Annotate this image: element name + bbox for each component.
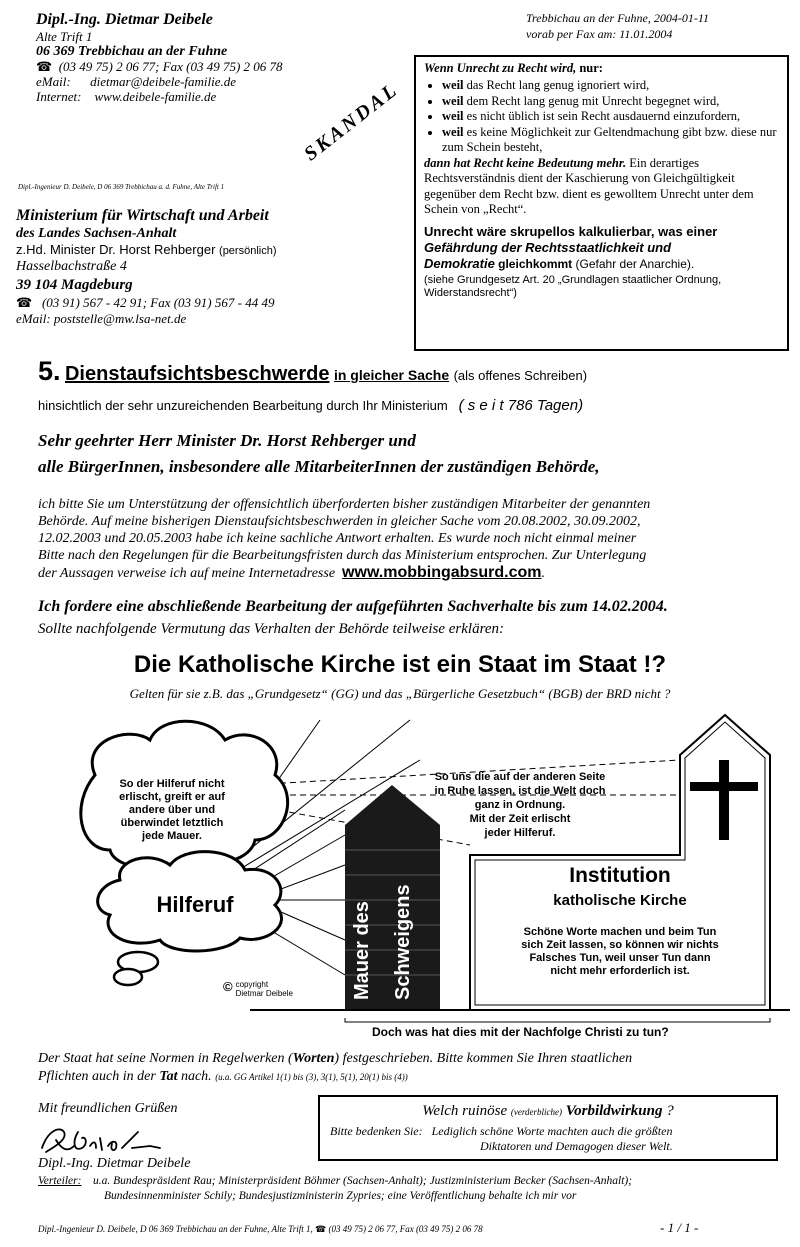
recipient-ministry: Ministerium für Wirtschaft und Arbeit	[16, 207, 269, 224]
sender-email: dietmar@deibele-familie.de	[90, 74, 237, 89]
body-line: Bitte nach den Regelungen für die Bearbeitungsfristen durch das Ministerium entsprochen. Zur Unterlegung	[38, 548, 647, 563]
box-bullet	[442, 109, 779, 125]
distribution-text-1: u.a. Bundespräsident Rau; Ministerpräsident Böhmer (Sachsen-Anhalt); Justizministerium Becker (Sachsen-Anhalt);	[92, 1175, 633, 1187]
church-quote-line: in Ruhe lassen, ist die Welt doch	[434, 785, 606, 797]
greeting: Mit freundlichen Grüßen	[38, 1101, 178, 1116]
recipient-attn-line	[16, 242, 277, 259]
institution-text-line: Falsches Tun, weil unser Tun dann	[529, 952, 711, 964]
box-conclusion-bold: dann hat Recht keine Bedeutung mehr.	[424, 155, 627, 170]
box-conclusion-rest: Ein derartiges Rechtsverständnis dient der Kaschierung von Gleichgültigkeit gegenüber dem Recht bzw. dient es gewolltem Unrecht unter dem Schein von „Recht“.	[424, 155, 754, 216]
box-warning-3c: (Gefahr der Anarchie).	[572, 256, 695, 271]
norms-text: Der Staat hat seine Normen in Regelwerken (	[38, 1051, 293, 1066]
box-intro-rest: nur:	[576, 61, 603, 75]
recipient-attn-note: (persönlich)	[219, 245, 277, 257]
norms-text: ) festgeschrieben. Bitte kommen Sie Ihren staatlichen	[334, 1051, 633, 1066]
recipient-email: eMail: poststelle@mw.lsa-net.de	[16, 311, 187, 326]
sender-internet-label: Internet:	[36, 89, 82, 104]
salutation-line1: Sehr geehrter Herr Minister Dr. Horst Rehberger und	[38, 431, 416, 450]
bullet-bold: weil	[442, 93, 464, 108]
bullet-text: es nicht üblich ist sein Recht ausdauernd einzufordern,	[463, 109, 741, 123]
institution-text	[478, 926, 762, 978]
slogan-title-a: Welch ruinöse	[422, 1103, 511, 1119]
norms-paragraph	[38, 1050, 632, 1086]
hilferuf-label: Hilferuf	[156, 892, 234, 917]
box-warning-2: Gefährdung der Rechtsstaatlichkeit und	[424, 239, 672, 255]
box-bullet	[442, 94, 779, 110]
sender-phone-fax: (03 49 75) 2 06 77; Fax (03 49 75) 2 06 78	[58, 59, 283, 74]
sender-phone-line	[36, 59, 283, 74]
small-sender-line: Dipl.-Ingenieur D. Deibele, D 06 369 Trebbichau a. d. Fuhne, Alte Trift 1	[18, 183, 225, 191]
footer-address: Dipl.-Ingenieur D. Deibele, D 06 369 Trebbichau an der Fuhne, Alte Trift 1,	[38, 1224, 313, 1234]
box-reference: (siehe Grundgesetz Art. 20 „Grundlagen staatlicher Ordnung, Widerstandsrecht“)	[424, 273, 722, 299]
title-line	[38, 356, 587, 387]
institution-text-line: nicht mehr erforderlich ist.	[550, 965, 690, 977]
recipient-phone-line	[16, 295, 277, 311]
norms-line-2	[38, 1068, 632, 1086]
distribution-line-1	[38, 1174, 632, 1189]
box-intro-bold: Wenn Unrecht zu Recht wird,	[424, 61, 577, 75]
bullet-text: das Recht lang genug ignoriert wird,	[463, 78, 650, 92]
recipient-street: Hasselbachstraße 4	[16, 259, 127, 274]
sender-internet-line	[36, 89, 283, 104]
box-warning	[424, 224, 779, 272]
cloud-text-line: erlischt, greift er auf	[119, 791, 225, 803]
wall-label-1: Mauer des	[351, 901, 373, 1000]
salutation	[38, 430, 600, 478]
bullet-bold: weil	[442, 78, 464, 92]
slogan-title-c: Vorbildwirkung	[562, 1103, 663, 1119]
slogan-title-b: (verderbliche)	[510, 1107, 563, 1117]
church-quote-line: So uns die auf der anderen Seite	[434, 771, 606, 783]
copyright-icon: ©	[223, 979, 233, 994]
distribution-text-2: Bundesinnenminister Schily; Bundesjustizministerin Zypries; eine Veröffentlichung behalte ich mir vor	[104, 1190, 577, 1202]
church-quote-line: Mit der Zeit erlischt	[469, 813, 571, 825]
church-quote-line: ganz in Ordnung.	[474, 799, 566, 811]
slogan-box	[318, 1095, 778, 1161]
box-bullet	[442, 125, 779, 156]
wall-label-2: Schweigens	[392, 884, 414, 1000]
slogan-text	[330, 1124, 776, 1154]
box-conclusion	[424, 156, 779, 218]
cloud-text-line: jede Mauer.	[142, 830, 202, 842]
norms-text: nach.	[177, 1069, 212, 1084]
title-subline: hinsichtlich der sehr unzureichenden Bearbeitung durch Ihr Ministerium	[38, 398, 448, 413]
box-warning-1: Unrecht wäre skrupellos kalkulierbar, was einer	[424, 223, 718, 239]
copyright-label: copyright	[235, 980, 269, 989]
norms-tat: Tat	[159, 1069, 178, 1084]
recipient-block	[16, 206, 277, 327]
bullet-text: es keine Möglichkeit zur Geltendmachung gibt bzw. diese nur zum Schein besteht,	[442, 124, 777, 154]
caption-bracket	[345, 1018, 770, 1022]
sender-block	[36, 10, 283, 104]
church-quote-line: jeder Hilferuf.	[484, 827, 556, 839]
slogan-label: Bitte bedenken Sie:	[330, 1124, 423, 1138]
distribution	[38, 1174, 632, 1204]
recipient-state: des Landes Sachsen-Anhalt	[16, 226, 177, 241]
recipient-city: 39 104 Magdeburg	[16, 277, 133, 293]
box-warning-3	[424, 256, 779, 272]
slogan-title	[320, 1103, 776, 1120]
copyright-note	[223, 979, 293, 998]
title-subline-row	[38, 397, 583, 414]
cloud-text-line: überwindet letztlich	[120, 817, 224, 829]
box-warning-3a: Demokratie	[424, 255, 495, 271]
cloud-text-line: So der Hilferuf nicht	[119, 778, 225, 790]
skandal-stamp: SKANDAL	[300, 78, 403, 166]
norms-reference: (u.a. GG Artikel 1(1) bis (3), 3(1), 5(1), 20(1) bis (4))	[215, 1072, 408, 1082]
box-bullet-list	[424, 78, 779, 156]
institution-text-line: Schöne Worte machen und beim Tun	[523, 926, 717, 938]
small-cloud	[114, 969, 142, 985]
body-line: 12.02.2003 und 20.05.2003 habe ich keine sachliche Antwort erhalten. Es wurde noch nicht einmal meiner	[38, 531, 637, 546]
copyright-name: Dietmar Deibele	[235, 989, 293, 998]
church-quote	[420, 770, 620, 840]
title-number: 5.	[38, 356, 61, 386]
recipient-phone-fax: (03 91) 567 - 42 91; Fax (03 91) 567 - 44 49	[41, 295, 275, 310]
body-line: ich bitte Sie um Unterstützung der offensichtlich überforderten bisher zuständigen Mitarbeiter der genannten	[38, 497, 651, 512]
norms-text: Pflichten auch in der	[38, 1069, 160, 1084]
footer-phone-fax: (03 49 75) 2 06 77, Fax (03 49 75) 2 06 78	[328, 1224, 483, 1234]
title-suffix: in gleicher Sache	[333, 367, 450, 383]
date-block	[526, 10, 709, 42]
sender-city: 06 369 Trebbichau an der Fuhne	[36, 44, 228, 59]
unrecht-box	[414, 55, 789, 351]
assumption-line: Sollte nachfolgende Vermutung das Verhalten der Behörde teilweise erklären:	[38, 621, 505, 637]
salutation-line2: alle BürgerInnen, insbesondere alle MitarbeiterInnen der zuständigen Behörde,	[38, 457, 600, 476]
phone-icon: ☎	[36, 59, 53, 74]
slogan-text-2: Diktatoren und Demagogen dieser Welt.	[480, 1139, 673, 1153]
title-days: ( s e i t 786 Tagen)	[458, 397, 584, 414]
phone-icon: ☎	[16, 295, 33, 310]
phone-icon: ☎	[314, 1224, 327, 1234]
norms-line-1	[38, 1050, 632, 1068]
institution-label: Institution	[569, 864, 671, 887]
title-note: (als offenes Schreiben)	[453, 368, 588, 383]
bullet-bold: weil	[442, 124, 464, 139]
body-url-suffix: .	[541, 566, 545, 581]
box-intro	[424, 61, 779, 76]
footer	[38, 1224, 483, 1235]
sender-street: Alte Trift 1	[36, 29, 93, 44]
illustration-caption: Doch was hat dies mit der Nachfolge Christi zu tun?	[372, 1025, 669, 1039]
box-bullet	[442, 78, 779, 94]
sender-name: Dipl.-Ing. Dietmar Deibele	[36, 11, 213, 28]
page-number: - 1 / 1 -	[660, 1220, 699, 1235]
place-date: Trebbichau an der Fuhne, 2004-01-11	[526, 11, 709, 25]
sender-email-label: eMail:	[36, 74, 71, 89]
body-line: Behörde. Auf meine bisherigen Dienstaufsichtsbeschwerden in gleicher Sache vom 20.08.2002, 30.09.2002,	[38, 514, 641, 529]
bullet-text: dem Recht lang genug mit Unrecht begegnet wird,	[463, 93, 720, 108]
signature-image	[38, 1122, 168, 1158]
website-link[interactable]: www.mobbingabsurd.com	[342, 564, 542, 581]
question-line: Gelten für sie z.B. das „Grundgesetz“ (GG) und das „Bürgerliche Gesetzbuch“ (BGB) der BRD nicht ?	[129, 686, 671, 701]
title-main: Dienstaufsichtsbeschwerde	[64, 363, 330, 385]
norms-worten: Worten	[292, 1051, 335, 1066]
slogan-title-d: ?	[662, 1103, 674, 1119]
distribution-label: Verteiler:	[38, 1175, 82, 1187]
sender-email-line	[36, 74, 283, 89]
sender-internet: www.deibele-familie.de	[94, 89, 217, 104]
slogan-text-1: Lediglich schöne Worte machten auch die größten	[431, 1124, 673, 1138]
institution-text-line: sich Zeit lassen, so können wir nichts	[521, 939, 719, 951]
box-warning-3b: gleichkommt	[494, 256, 573, 271]
recipient-attn: z.Hd. Minister Dr. Horst Rehberger	[16, 242, 216, 257]
cloud-text-line: andere über und	[128, 804, 216, 816]
demand-line: Ich fordere eine abschließende Bearbeitung der aufgeführten Sachverhalte bis zum 14.02.2004.	[38, 598, 668, 615]
institution-sub: katholische Kirche	[553, 892, 687, 909]
fax-note: vorab per Fax am: 11.01.2004	[526, 27, 673, 41]
signer-name: Dipl.-Ing. Dietmar Deibele	[38, 1156, 191, 1171]
headline: Die Katholische Kirche ist ein Staat im Staat !?	[133, 651, 667, 678]
bullet-bold: weil	[442, 109, 464, 123]
cloud-text	[82, 778, 262, 843]
body-url-line	[38, 564, 650, 582]
body-url-prefix: der Aussagen verweise ich auf meine Internetadresse	[38, 566, 336, 581]
body-paragraph	[38, 496, 650, 582]
